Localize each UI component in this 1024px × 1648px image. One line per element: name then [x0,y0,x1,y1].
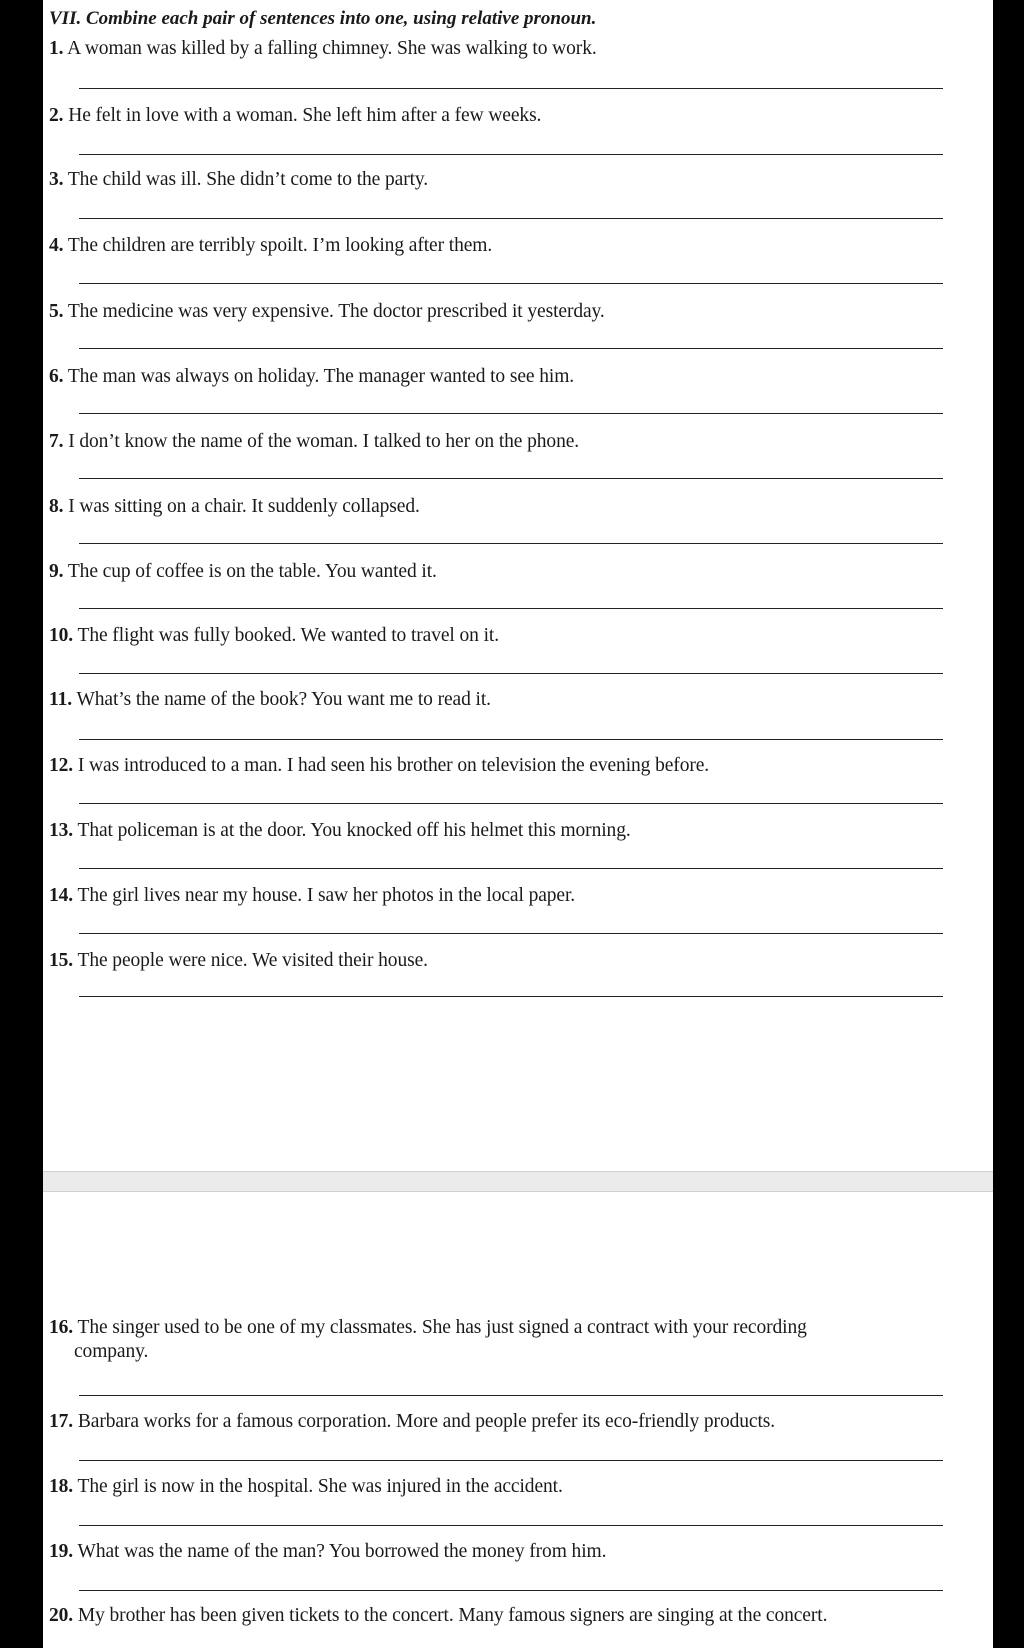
question-sentence: A woman was killed by a falling chimney. She was walking to work. [67,38,597,59]
answer-line[interactable] [79,739,943,740]
question-text [43,168,993,192]
question-item [43,1540,993,1564]
question-sentence: What was the name of the man? You borrowed the money from him. [77,1541,607,1562]
worksheet-page-top [43,0,993,1171]
question-text [43,560,993,584]
question-sentence: Barbara works for a famous corporation. More and people prefer its eco-friendly products. [77,1411,776,1432]
answer-line[interactable] [79,933,943,934]
question-number: 11. [49,689,72,710]
question-sentence: I was sitting on a chair. It suddenly collapsed. [68,496,420,517]
question-sentence: The girl lives near my house. I saw her photos in the local paper. [77,885,576,906]
question-text [43,884,993,908]
question-text [43,1475,993,1499]
question-sentence: The flight was fully booked. We wanted to travel on it. [77,625,499,646]
answer-line[interactable] [79,283,943,284]
question-number: 20. [49,1605,74,1626]
question-sentence: The medicine was very expensive. The doctor prescribed it yesterday. [67,301,605,322]
question-number: 13. [49,820,74,841]
question-sentence: The singer used to be one of my classmates. She has just signed a contract with your recording [77,1317,807,1338]
answer-line[interactable] [79,154,943,155]
question-number: 16. [49,1317,74,1338]
answer-line[interactable] [79,1590,943,1591]
question-item [43,430,993,454]
exercise-heading: VII. Combine each pair of sentences into one, using relative pronoun. [49,8,597,29]
question-sentence: The child was ill. She didn’t come to the party. [67,169,429,190]
answer-line[interactable] [79,608,943,609]
answer-line[interactable] [79,543,943,544]
question-number: 8. [49,496,64,517]
question-number: 19. [49,1541,74,1562]
question-item [43,495,993,519]
answer-line[interactable] [79,1395,943,1396]
question-number: 3. [49,169,64,190]
question-text [43,37,993,61]
question-number: 18. [49,1476,74,1497]
question-item [43,300,993,324]
question-sentence: My brother has been given tickets to the concert. Many famous signers are singing at the concert. [77,1605,828,1626]
question-sentence: What’s the name of the book? You want me to read it. [76,689,491,710]
question-text [43,624,993,648]
question-sentence: That policeman is at the door. You knocked off his helmet this morning. [77,820,631,841]
question-item [43,624,993,648]
question-text [43,1410,993,1434]
question-item [43,949,993,973]
question-item [43,168,993,192]
question-number: 14. [49,885,74,906]
question-text [43,1540,993,1564]
answer-line[interactable] [79,868,943,869]
answer-line[interactable] [79,348,943,349]
question-text [43,104,993,128]
question-number: 12. [49,755,74,776]
answer-line[interactable] [79,88,943,89]
question-sentence: The people were nice. We visited their house. [77,950,428,971]
page-break [43,1171,993,1192]
question-text [43,754,993,778]
question-item [43,754,993,778]
answer-line[interactable] [79,1525,943,1526]
question-number: 15. [49,950,74,971]
question-number: 1. [49,38,64,59]
question-item [43,884,993,908]
question-item [43,1410,993,1434]
question-number: 6. [49,366,64,387]
question-sentence: The children are terribly spoilt. I’m looking after them. [67,235,493,256]
question-sentence: The girl is now in the hospital. She was injured in the accident. [77,1476,563,1497]
question-text [43,688,993,712]
question-text [43,430,993,454]
question-item [43,560,993,584]
answer-line[interactable] [79,673,943,674]
question-item [43,234,993,258]
question-number: 7. [49,431,64,452]
question-sentence: He felt in love with a woman. She left him after a few weeks. [68,105,542,126]
question-item [43,1604,993,1628]
answer-line[interactable] [79,218,943,219]
question-text [43,365,993,389]
question-text [43,495,993,519]
answer-line[interactable] [79,996,943,997]
question-item [43,365,993,389]
question-text [43,1316,979,1364]
question-sentence-continued: company. [74,1341,149,1362]
question-sentence: I was introduced to a man. I had seen his brother on television the evening before. [77,755,710,776]
question-number: 17. [49,1411,74,1432]
question-number: 4. [49,235,64,256]
answer-line[interactable] [79,803,943,804]
question-text [43,1604,993,1628]
question-number: 9. [49,561,64,582]
question-number: 10. [49,625,74,646]
question-text [43,949,993,973]
question-item [43,819,993,843]
question-sentence: I don’t know the name of the woman. I talked to her on the phone. [68,431,580,452]
question-number: 2. [49,105,64,126]
answer-line[interactable] [79,1460,943,1461]
question-item [43,37,993,61]
worksheet-page-bottom [43,1192,993,1648]
question-text [43,300,993,324]
question-item [43,104,993,128]
question-item [43,1475,993,1499]
question-text [43,819,993,843]
answer-line[interactable] [79,413,943,414]
question-sentence: The man was always on holiday. The manager wanted to see him. [67,366,575,387]
question-item [43,1316,993,1364]
answer-line[interactable] [79,478,943,479]
question-item [43,688,993,712]
question-text [43,234,993,258]
question-number: 5. [49,301,64,322]
question-sentence: The cup of coffee is on the table. You wanted it. [67,561,437,582]
